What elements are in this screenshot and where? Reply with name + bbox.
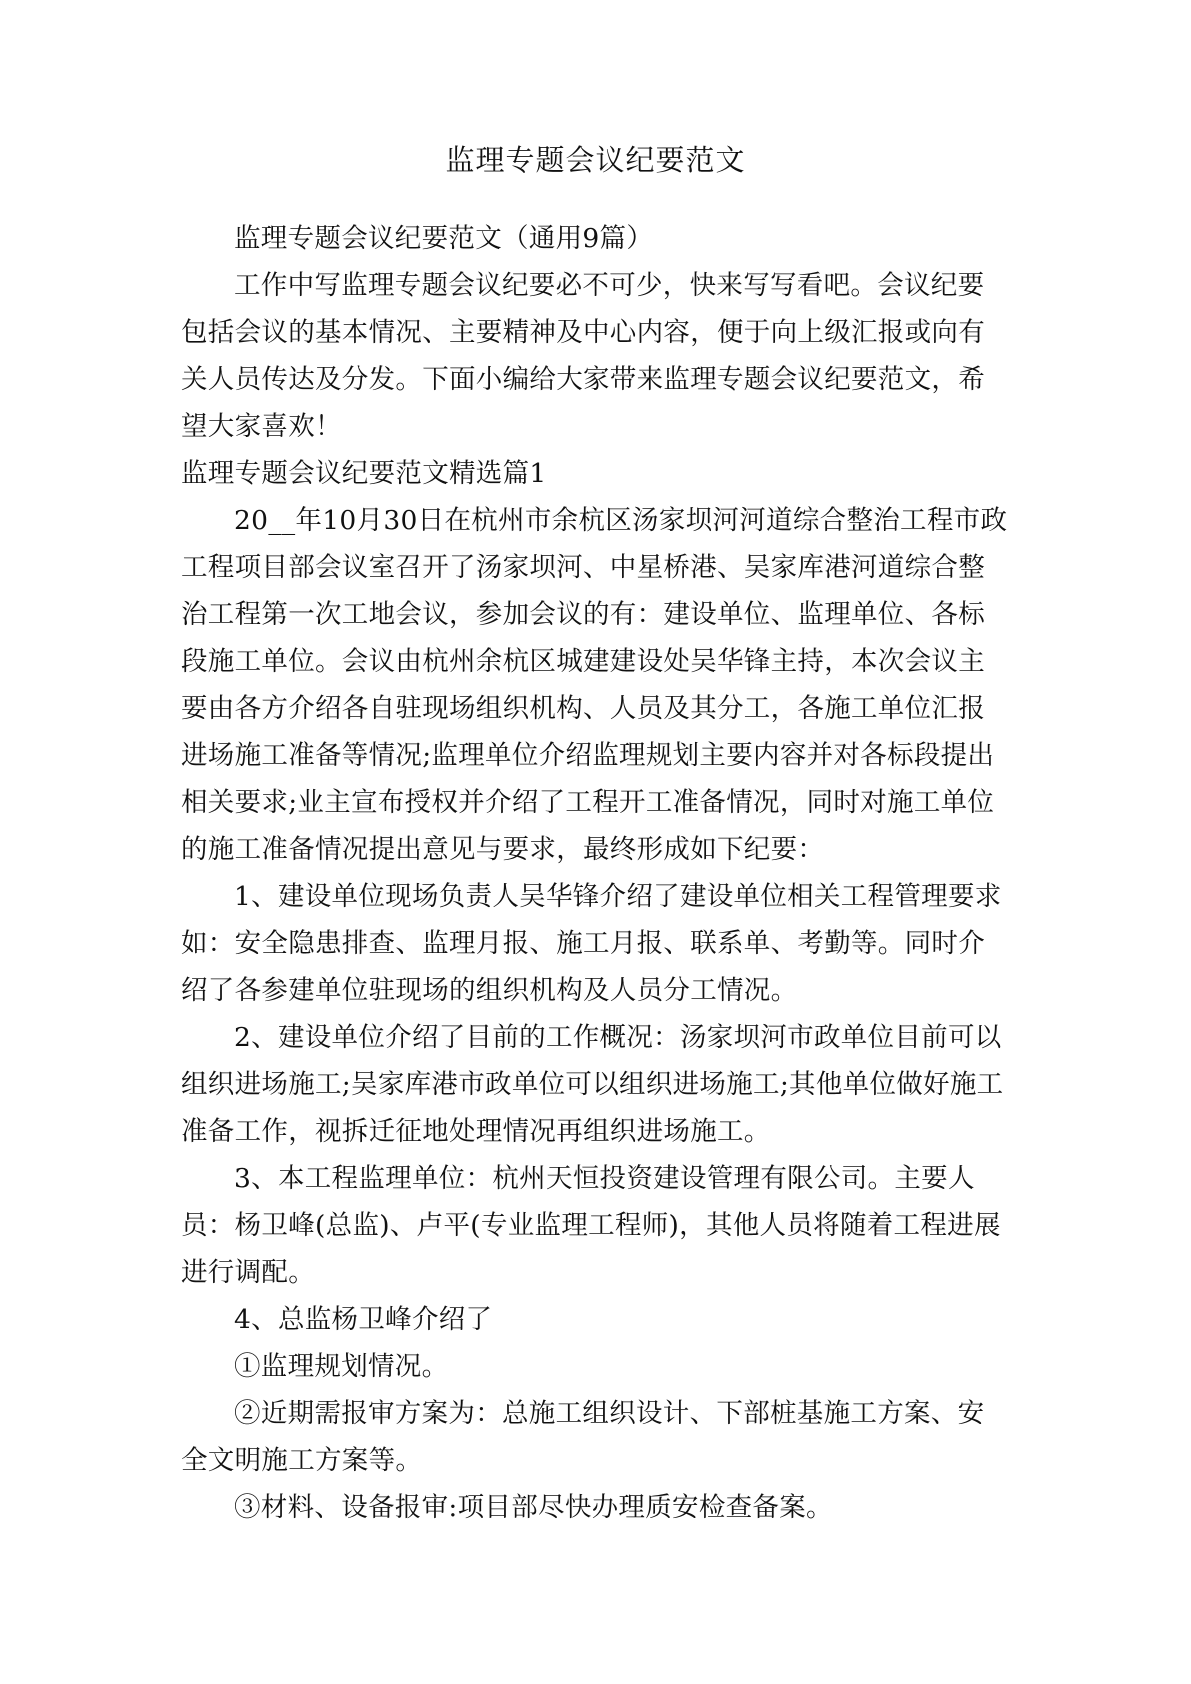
paragraph-item-4: 4、总监杨卫峰介绍了	[234, 1304, 493, 1335]
document-title: 监理专题会议纪要范文	[445, 143, 746, 177]
paragraph-intro: 工作中写监理专题会议纪要必不可少，快来写写看吧。会议纪要包括会议的基本情况、主要精神及中心内容，便于向上级汇报或向有关人员传达及分发。下面小编给大家带来监理专题会议纪要范文，希望大家喜欢！	[181, 270, 985, 442]
paragraph-subtitle: 监理专题会议纪要范文（通用9篇）	[234, 223, 654, 254]
section-heading: 监理专题会议纪要范文精选篇1	[181, 458, 547, 489]
document-body	[181, 215, 1011, 1531]
paragraph-subitem-2: ②近期需报审方案为：总施工组织设计、下部桩基施工方案、安全文明施工方案等。	[181, 1398, 985, 1476]
paragraph-subitem-3: ③材料、设备报审:项目部尽快办理质安检查备案。	[234, 1492, 833, 1523]
paragraph-meeting-summary: 20__年10月30日在杭州市余杭区汤家坝河河道综合整治工程市政工程项目部会议室召开了汤家坝河、中星桥港、吴家库港河道综合整治工程第一次工地会议，参加会议的有：建设单位、监理单位、各标段施工单位。会议由杭州余杭区城建建设处吴华锋主持，本次会议主要由各方介绍各自驻现场组织机构、人员及其分工，各施工单位汇报进场施工准备等情况;监理单位介绍监理规划主要内容并对各标段提出相关要求;业主宣布授权并介绍了工程开工准备情况，同时对施工单位的施工准备情况提出意见与要求，最终形成如下纪要：	[181, 505, 1008, 865]
paragraph-item-2: 2、建设单位介绍了目前的工作概况：汤家坝河市政单位目前可以组织进场施工;吴家库港市政单位可以组织进场施工;其他单位做好施工准备工作，视拆迁征地处理情况再组织进场施工。	[181, 1022, 1004, 1147]
paragraph-item-1: 1、建设单位现场负责人吴华锋介绍了建设单位相关工程管理要求如：安全隐患排查、监理月报、施工月报、联系单、考勤等。同时介绍了各参建单位驻现场的组织机构及人员分工情况。	[181, 881, 1002, 1006]
paragraph-item-3: 3、本工程监理单位：杭州天恒投资建设管理有限公司。主要人员：杨卫峰(总监)、卢平(专业监理工程师)，其他人员将随着工程进展进行调配。	[181, 1163, 1001, 1288]
paragraph-subitem-1: ①监理规划情况。	[234, 1351, 449, 1382]
